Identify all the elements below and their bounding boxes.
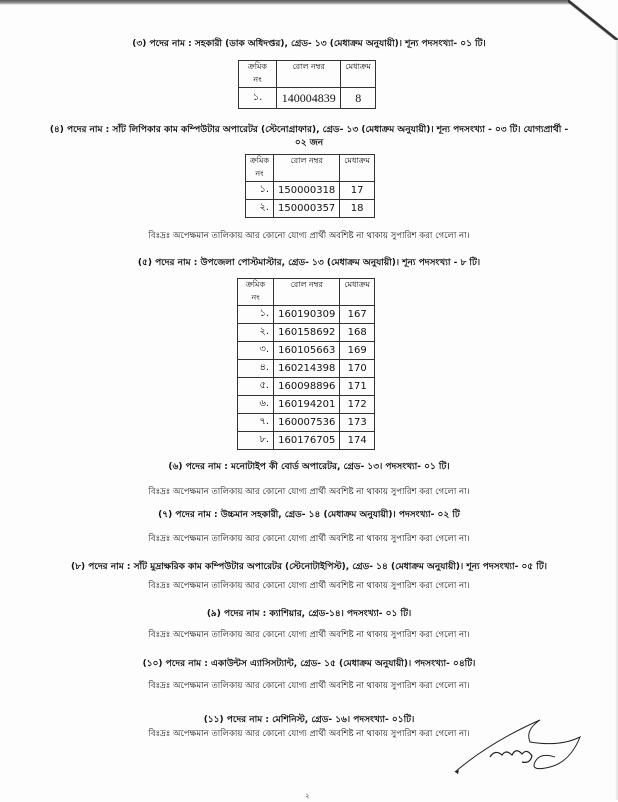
cell-roll: 160194201 — [274, 396, 340, 414]
section-9-heading: (৯) পদের নাম : ক্যাশিয়ার, গ্রেড-১৪। পদসংখ্যা- ০১ টি। — [206, 609, 412, 619]
section-6-heading: (৬) পদের নাম : মনোটাইপ কী বোর্ড অপারেটর, গ্রেড- ১৩। পদসংখ্যা- ০১ টি। — [168, 462, 450, 472]
table-row — [238, 432, 375, 450]
cell-serial: ১. — [239, 88, 277, 109]
header-merit: মেধাক্রম — [341, 61, 376, 88]
cell-roll: 160007536 — [274, 414, 340, 432]
table-header-row — [238, 279, 375, 306]
cell-roll: 150000318 — [274, 182, 340, 200]
cell-serial: ১. — [238, 306, 274, 324]
cell-serial: ৮. — [238, 432, 274, 450]
cell-serial: ১. — [246, 182, 274, 200]
section-10-heading: (১০) পদের নাম : একাউন্টস এ্যাসিসট্যান্ট, গ্রেড- ১৫ (মেধাক্রম অনুযায়ী)। পদসংখ্যা- ০৪টি। — [142, 659, 476, 669]
cell-serial: ২. — [238, 324, 274, 342]
header-serial: ক্রমিক নং — [238, 279, 274, 306]
header-roll: রোল নম্বর — [277, 61, 341, 88]
page-number: ২ — [305, 792, 310, 800]
table-header-row — [246, 155, 375, 182]
cell-merit: 17 — [340, 182, 375, 200]
cell-merit: 172 — [340, 396, 375, 414]
cell-merit: 174 — [340, 432, 375, 450]
cell-merit: 8 — [341, 88, 376, 109]
header-serial: ক্রমিক নং — [246, 155, 274, 182]
section-9-note: বিঃদ্রঃ অপেক্ষমান তালিকায় আর কোনো যোগ্য প্রার্থী অবশিষ্ট না থাকায় সুপারিশ করা গেলো না। — [148, 630, 470, 640]
cell-merit: 173 — [340, 414, 375, 432]
section-8-heading: (৮) পদের নাম : সাঁট মুদ্রাক্ষরিক কাম কম্পিউটার অপারেটর (স্টেনোটাইপিস্ট), গ্রেড- ১৪ (মেধাক্রম অনুযায়ী)। শূন্য পদসংখ্যা- ০৫ টি। — [71, 562, 547, 572]
cell-serial: ২. — [246, 200, 274, 218]
cell-serial: ৩. — [238, 342, 274, 360]
cell-serial: ৭. — [238, 414, 274, 432]
cell-merit: 171 — [340, 378, 375, 396]
cell-roll: 160190309 — [274, 306, 340, 324]
cell-merit: 18 — [340, 200, 375, 218]
section-10-note: বিঃদ্রঃ অপেক্ষমান তালিকায় আর কোনো যোগ্য প্রার্থী অবশিষ্ট না থাকায় সুপারিশ করা গেলো না। — [148, 681, 470, 691]
header-merit: মেধাক্রম — [340, 279, 375, 306]
cell-serial: ৬. — [238, 396, 274, 414]
scan-edge-top — [0, 0, 570, 5]
section-4-heading-line2: ০২ জন — [294, 138, 324, 148]
scan-edge-corner — [568, 0, 618, 40]
table-row — [239, 88, 376, 109]
cell-merit: 168 — [340, 324, 375, 342]
section-4-heading-line1: (৪) পদের নাম : সাঁট লিপিকার কাম কম্পিউটার অপারেটর (স্টেনোগ্রাফার), গ্রেড- ১৩ (মেধাক্রম অনুযায়ী)। শূন্য পদসংখ্যা - ০৩ টি। যোগ্যপ্রার্থী - — [49, 125, 569, 135]
table-row — [246, 182, 375, 200]
cell-roll: 160105663 — [274, 342, 340, 360]
header-merit: মেধাক্রম — [340, 155, 375, 182]
table-row — [238, 342, 375, 360]
table-row — [238, 324, 375, 342]
signature-icon — [450, 712, 590, 787]
section-4-table — [245, 154, 375, 218]
cell-serial: ৫. — [238, 378, 274, 396]
section-11-note: বিঃদ্রঃ অপেক্ষমান তালিকায় আর কোনো যোগ্য প্রার্থী অবশিষ্ট না থাকায় সুপারিশ করা গেলো না। — [148, 729, 470, 739]
cell-merit: 170 — [340, 360, 375, 378]
header-roll: রোল নম্বর — [274, 155, 340, 182]
cell-roll: 140004839 — [277, 88, 341, 109]
table-row — [238, 396, 375, 414]
section-3-heading: (৩) পদের নাম : সহকারী (ডাক অধিদপ্তর), গ্রেড- ১৩ (মেধাক্রম অনুযায়ী)। শূন্য পদসংখ্যা- ০১ টি। — [132, 39, 486, 49]
section-5-heading: (৫) পদের নাম : উপজেলা পোস্টমাস্টার, গ্রেড- ১৩ (মেধাক্রম অনুযায়ী)। শূন্য পদসংখ্যা - ৮ টি। — [137, 258, 481, 268]
cell-merit: 167 — [340, 306, 375, 324]
cell-merit: 169 — [340, 342, 375, 360]
cell-roll: 160214398 — [274, 360, 340, 378]
cell-roll: 160098896 — [274, 378, 340, 396]
section-7-heading: (৭) পদের নাম : উচ্চমান সহকারী, গ্রেড- ১৪ (মেধাক্রম অনুযায়ী)। পদসংখ্যা- ০২ টি — [158, 510, 460, 520]
cell-roll: 150000357 — [274, 200, 340, 218]
cell-roll: 160176705 — [274, 432, 340, 450]
header-roll: রোল নম্বর — [274, 279, 340, 306]
header-serial: ক্রমিক নং — [239, 61, 277, 88]
table-row — [238, 360, 375, 378]
cell-serial: ৪. — [238, 360, 274, 378]
table-row — [238, 414, 375, 432]
section-7-note: বিঃদ্রঃ অপেক্ষমান তালিকায় আর কোনো যোগ্য প্রার্থী অবশিষ্ট না থাকায় সুপারিশ করা গেলো না। — [148, 534, 470, 544]
section-8-note: বিঃদ্রঃ অপেক্ষমান তালিকায় আর কোনো যোগ্য প্রার্থী অবশিষ্ট না থাকায় সুপারিশ করা গেলো না। — [148, 581, 470, 591]
section-4-note: বিঃদ্রঃ অপেক্ষমান তালিকায় আর কোনো যোগ্য প্রার্থী অবশিষ্ট না থাকায় সুপারিশ করা গেলো না। — [148, 231, 470, 241]
cell-roll: 160158692 — [274, 324, 340, 342]
section-5-table — [237, 278, 375, 450]
table-row — [238, 306, 375, 324]
section-11-heading: (১১) পদের নাম : মেশিনিস্ট, গ্রেড- ১৬। পদসংখ্যা- ০১টি। — [203, 715, 415, 725]
section-3-table — [238, 60, 376, 109]
table-row — [238, 378, 375, 396]
section-6-note: বিঃদ্রঃ অপেক্ষমান তালিকায় আর কোনো যোগ্য প্রার্থী অবশিষ্ট না থাকায় সুপারিশ করা গেলো না। — [148, 487, 470, 497]
table-header-row — [239, 61, 376, 88]
table-row — [246, 200, 375, 218]
